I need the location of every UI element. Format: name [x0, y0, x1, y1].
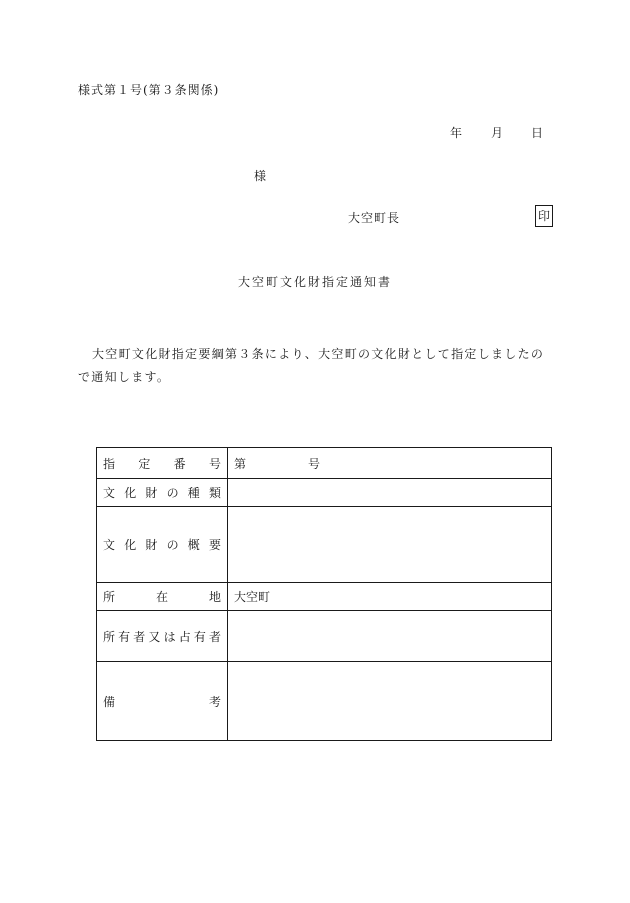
value-asset-summary	[228, 507, 552, 583]
designation-number-prefix: 第	[234, 456, 247, 471]
value-owner	[228, 611, 552, 662]
body-paragraph: 大空町文化財指定要綱第３条により、大空町の文化財として指定しましたので通知します。	[78, 347, 545, 384]
designation-info-table	[96, 447, 552, 741]
label-owner: 所有者又は占有者	[97, 611, 228, 662]
date-year-label: 年	[450, 126, 463, 140]
label-designation-number: 指定番号	[97, 448, 228, 479]
document-title: 大空町文化財指定通知書	[237, 275, 392, 289]
label-location: 所在地	[97, 583, 228, 611]
addressee-suffix: 様	[254, 169, 267, 183]
date-month-label: 月	[491, 126, 504, 140]
table-row-designation-number	[97, 448, 552, 479]
label-asset-type: 文化財の種類	[97, 479, 228, 507]
issuer-name: 大空町長	[348, 211, 401, 225]
designation-number-suffix: 号	[307, 456, 320, 471]
value-asset-type	[228, 479, 552, 507]
table-row-asset-type	[97, 479, 552, 507]
table-row-remarks	[97, 662, 552, 741]
form-number: 様式第１号(第３条関係)	[78, 83, 220, 97]
seal-stamp-box: 印	[535, 205, 553, 227]
value-remarks	[228, 662, 552, 741]
date-day-label: 日	[531, 126, 544, 140]
value-designation-number	[228, 448, 552, 479]
table-row-location	[97, 583, 552, 611]
table-row-owner	[97, 611, 552, 662]
label-remarks: 備考	[97, 662, 228, 741]
label-asset-summary: 文化財の概要	[97, 507, 228, 583]
value-location: 大空町	[228, 583, 552, 611]
table-row-asset-summary	[97, 507, 552, 583]
